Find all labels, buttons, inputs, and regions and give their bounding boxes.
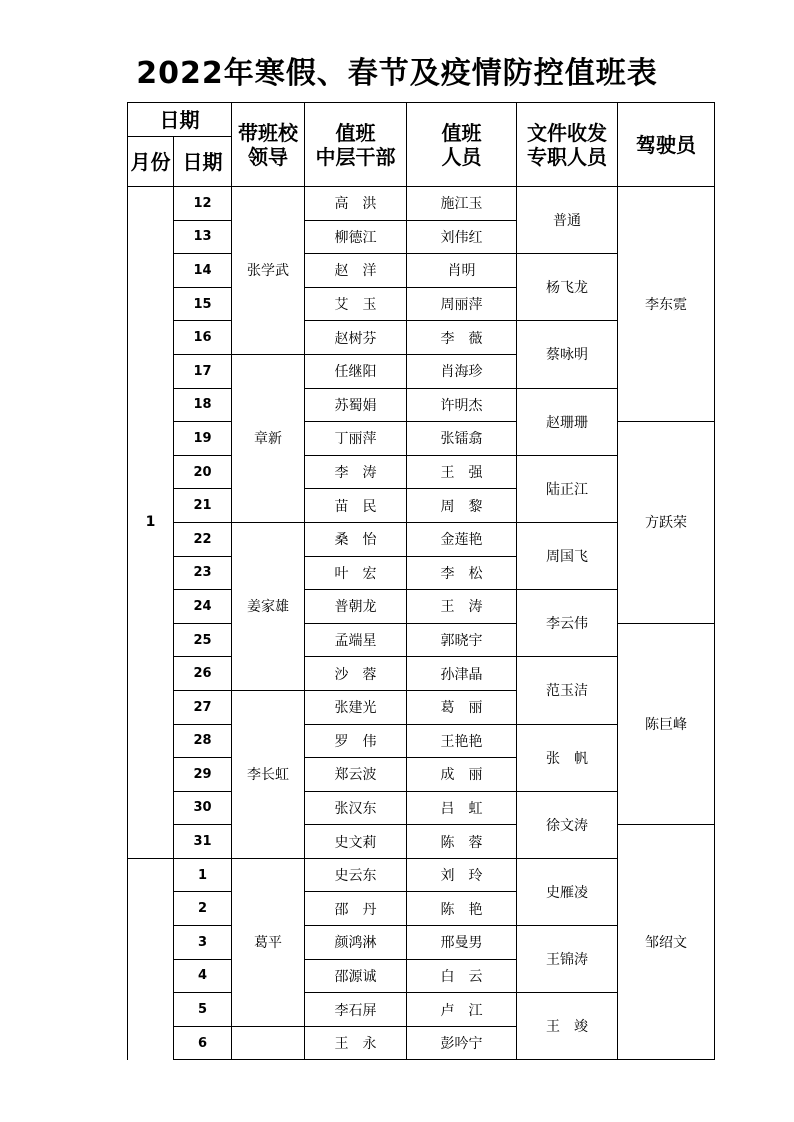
doc-staff-cell: 范玉洁 [517,657,618,724]
doc-staff-cell: 蔡咏明 [517,321,618,388]
day-cell: 26 [174,657,232,691]
table-row [128,422,715,456]
day-cell: 21 [174,489,232,523]
middle-cadre-cell: 赵 洋 [305,254,407,288]
duty-schedule-table [127,102,715,1060]
table-row [128,187,715,221]
middle-cadre-cell: 桑 怡 [305,522,407,556]
driver-cell: 李东霓 [618,187,715,422]
doc-staff-cell: 徐文涛 [517,791,618,858]
day-cell: 15 [174,287,232,321]
doc-staff-cell: 张 帆 [517,724,618,791]
middle-cadre-cell: 史云东 [305,858,407,892]
header-middle-line2: 中层干部 [315,144,396,169]
leader-cell: 李长虹 [232,690,305,858]
middle-cadre-cell: 任继阳 [305,354,407,388]
middle-cadre-cell: 颜鸿淋 [305,926,407,960]
middle-cadre-cell: 张建光 [305,690,407,724]
day-cell: 4 [174,959,232,993]
duty-staff-cell: 刘 玲 [407,858,517,892]
middle-cadre-cell: 李石屏 [305,993,407,1027]
middle-cadre-cell: 张汉东 [305,791,407,825]
day-cell: 23 [174,556,232,590]
middle-cadre-cell: 郑云波 [305,758,407,792]
driver-cell: 方跃荣 [618,422,715,624]
duty-staff-cell: 施江玉 [407,187,517,221]
header-leader [232,103,305,187]
day-cell: 3 [174,926,232,960]
driver-cell: 邹绍文 [618,825,715,1060]
header-staff-line1: 值班 [441,120,482,145]
duty-staff-cell: 成 丽 [407,758,517,792]
duty-staff-cell: 肖明 [407,254,517,288]
middle-cadre-cell: 史文莉 [305,825,407,859]
doc-staff-cell: 王 竣 [517,993,618,1060]
middle-cadre-cell: 邵源诚 [305,959,407,993]
day-cell: 18 [174,388,232,422]
header-driver: 驾驶员 [618,103,715,187]
duty-staff-cell: 葛 丽 [407,690,517,724]
duty-staff-cell: 郭晓宇 [407,623,517,657]
header-doc-line1: 文件收发 [527,120,607,145]
duty-staff-cell: 李 薇 [407,321,517,355]
driver-cell: 陈巨峰 [618,623,715,825]
day-cell: 24 [174,590,232,624]
header-staff-line2: 人员 [441,144,482,169]
day-cell: 5 [174,993,232,1027]
day-cell: 16 [174,321,232,355]
duty-staff-cell: 白 云 [407,959,517,993]
doc-staff-cell: 杨飞龙 [517,254,618,321]
header-middle-cadre [305,103,407,187]
duty-staff-cell: 王 涛 [407,590,517,624]
middle-cadre-cell: 赵树芬 [305,321,407,355]
leader-cell [232,1026,305,1060]
day-cell: 25 [174,623,232,657]
middle-cadre-cell: 邵 丹 [305,892,407,926]
day-cell: 6 [174,1026,232,1060]
doc-staff-cell: 王锦涛 [517,926,618,993]
duty-staff-cell: 肖海珍 [407,354,517,388]
day-cell: 17 [174,354,232,388]
duty-staff-cell: 陈 艳 [407,892,517,926]
day-cell: 1 [174,858,232,892]
month-cell [128,858,174,1060]
duty-staff-cell: 邢曼男 [407,926,517,960]
day-cell: 12 [174,187,232,221]
day-cell: 28 [174,724,232,758]
header-leader-line2: 领导 [248,144,288,169]
leader-cell: 章新 [232,354,305,522]
duty-staff-cell: 彭吟宁 [407,1026,517,1060]
duty-staff-cell: 许明杰 [407,388,517,422]
middle-cadre-cell: 沙 蓉 [305,657,407,691]
page-title: 2022年寒假、春节及疫情防控值班表 [136,56,658,91]
day-cell: 14 [174,254,232,288]
leader-cell: 张学武 [232,187,305,355]
duty-staff-cell: 吕 虹 [407,791,517,825]
header-date-group: 日期 [128,103,232,137]
doc-staff-cell: 史雁凌 [517,858,618,925]
middle-cadre-cell: 柳德江 [305,220,407,254]
duty-staff-cell: 陈 蓉 [407,825,517,859]
duty-staff-cell: 周 黎 [407,489,517,523]
table-row [128,623,715,657]
duty-staff-cell: 李 松 [407,556,517,590]
duty-staff-cell: 周丽萍 [407,287,517,321]
doc-staff-cell: 李云伟 [517,590,618,657]
duty-staff-cell: 孙津晶 [407,657,517,691]
middle-cadre-cell: 普朝龙 [305,590,407,624]
day-cell: 30 [174,791,232,825]
duty-staff-cell: 王 强 [407,455,517,489]
duty-staff-cell: 卢 江 [407,993,517,1027]
day-cell: 13 [174,220,232,254]
day-cell: 29 [174,758,232,792]
day-cell: 2 [174,892,232,926]
header-duty-staff [407,103,517,187]
duty-staff-cell: 刘伟红 [407,220,517,254]
header-middle-line1: 值班 [335,120,376,145]
middle-cadre-cell: 丁丽萍 [305,422,407,456]
header-month: 月份 [128,137,174,187]
month-cell: 1 [128,187,174,859]
middle-cadre-cell: 叶 宏 [305,556,407,590]
day-cell: 19 [174,422,232,456]
table-row [128,825,715,859]
doc-staff-cell: 陆正江 [517,455,618,522]
day-cell: 31 [174,825,232,859]
header-day: 日期 [174,137,232,187]
day-cell: 27 [174,690,232,724]
middle-cadre-cell: 李 涛 [305,455,407,489]
middle-cadre-cell: 艾 玉 [305,287,407,321]
day-cell: 20 [174,455,232,489]
leader-cell: 姜家雄 [232,522,305,690]
middle-cadre-cell: 王 永 [305,1026,407,1060]
day-cell: 22 [174,522,232,556]
header-doc-staff [517,103,618,187]
duty-staff-cell: 王艳艳 [407,724,517,758]
middle-cadre-cell: 苗 民 [305,489,407,523]
header-leader-line1: 带班校 [238,120,298,145]
doc-staff-cell: 周国飞 [517,522,618,589]
leader-cell: 葛平 [232,858,305,1026]
middle-cadre-cell: 孟端星 [305,623,407,657]
middle-cadre-cell: 苏蜀娟 [305,388,407,422]
middle-cadre-cell: 罗 伟 [305,724,407,758]
doc-staff-cell: 普通 [517,187,618,254]
duty-staff-cell: 金莲艳 [407,522,517,556]
header-doc-line2: 专职人员 [527,144,607,169]
middle-cadre-cell: 高 洪 [305,187,407,221]
doc-staff-cell: 赵珊珊 [517,388,618,455]
duty-staff-cell: 张镭翕 [407,422,517,456]
